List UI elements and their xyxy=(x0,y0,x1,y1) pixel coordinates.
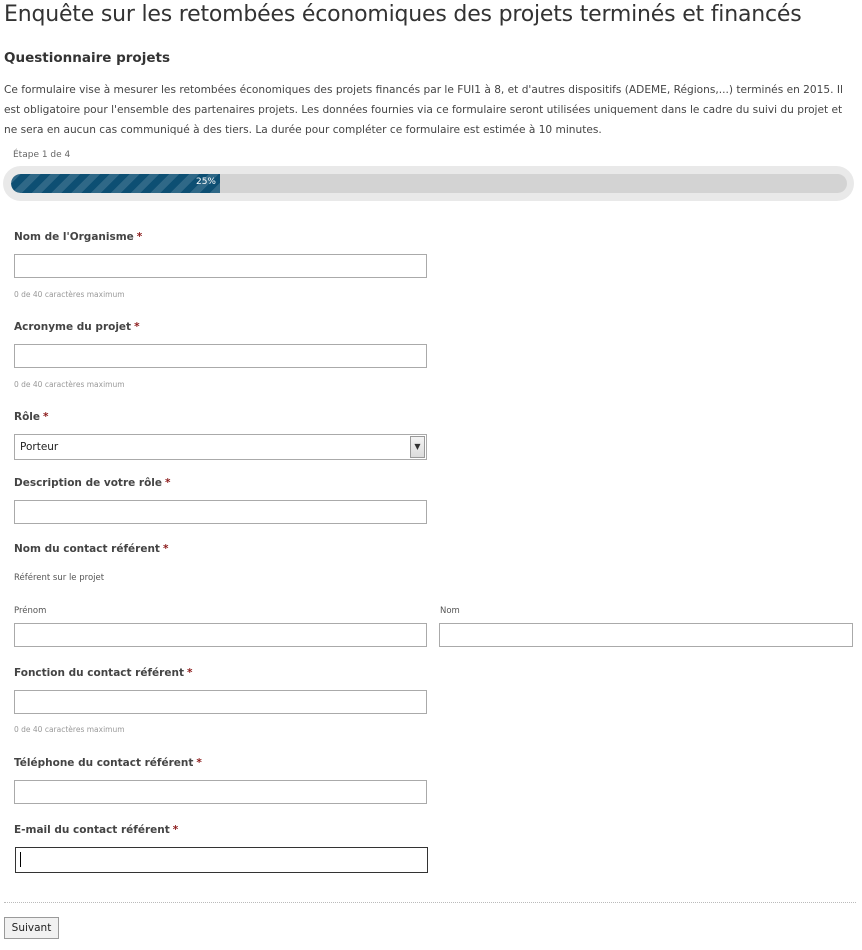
contact-name-label-text: Nom du contact référent xyxy=(14,543,160,555)
form-title: Questionnaire projets xyxy=(4,50,170,66)
form-divider xyxy=(4,902,856,903)
organisme-label-text: Nom de l'Organisme xyxy=(14,231,134,243)
acronyme-label-text: Acronyme du projet xyxy=(14,321,132,333)
progress-percent: 25% xyxy=(195,177,216,187)
role-label xyxy=(14,411,49,423)
progress-fill xyxy=(11,174,220,193)
email-label-text: E-mail du contact référent xyxy=(14,824,170,836)
firstname-label: Prénom xyxy=(14,606,47,616)
telephone-input[interactable] xyxy=(14,780,427,804)
acronyme-char-counter: 0 de 40 caractères maximum xyxy=(14,380,125,389)
required-marker: * xyxy=(136,231,143,243)
organisme-label xyxy=(14,231,142,243)
organisme-char-counter: 0 de 40 caractères maximum xyxy=(14,290,125,299)
organisme-input[interactable] xyxy=(14,254,427,278)
acronyme-label xyxy=(14,321,140,333)
role-select-value: Porteur xyxy=(20,441,59,453)
fonction-input[interactable] xyxy=(14,690,427,714)
contact-name-description: Référent sur le projet xyxy=(14,573,105,583)
description-role-label xyxy=(14,477,171,489)
required-marker: * xyxy=(186,667,193,679)
firstname-input[interactable] xyxy=(14,623,427,647)
telephone-label xyxy=(14,757,202,769)
role-select[interactable] xyxy=(14,434,427,460)
required-marker: * xyxy=(134,321,140,333)
description-role-label-text: Description de votre rôle xyxy=(14,477,163,489)
required-marker: * xyxy=(43,411,49,423)
acronyme-input[interactable] xyxy=(14,344,427,368)
email-input[interactable] xyxy=(15,847,428,873)
fonction-char-counter: 0 de 40 caractères maximum xyxy=(14,725,125,734)
form-intro: Ce formulaire vise à mesurer les retombées économiques des projets financés par le FUI1 à 8, et d'autres dispositifs (ADEME, Régions,...) terminés en 2015. Il est obligatoire pour l'ensemble des partenaires projets. Les données fournies via ce formulaire seront utilisées uniquement dans le cadre du suivi du projet et ne sera en aucun cas communiqué à des tiers. La durée pour compléter ce formulaire est estimée à 10 minutes. xyxy=(4,84,843,136)
email-label xyxy=(14,824,178,836)
contact-name-label xyxy=(14,543,168,555)
page-title: Enquête sur les retombées économiques des projets terminés et financés xyxy=(4,2,802,27)
role-label-text: Rôle xyxy=(14,411,41,423)
required-marker: * xyxy=(165,477,171,489)
required-marker: * xyxy=(172,824,179,836)
next-button[interactable]: Suivant xyxy=(4,917,59,939)
fonction-label-text: Fonction du contact référent xyxy=(14,667,184,679)
text-cursor xyxy=(20,852,21,867)
lastname-label: Nom xyxy=(440,606,460,616)
description-role-input[interactable] xyxy=(14,500,427,524)
required-marker: * xyxy=(162,543,169,555)
lastname-input[interactable] xyxy=(439,623,853,647)
required-marker: * xyxy=(196,757,202,769)
chevron-down-icon[interactable]: ▼ xyxy=(410,436,425,458)
fonction-label xyxy=(14,667,192,679)
telephone-label-text: Téléphone du contact référent xyxy=(14,757,194,769)
progress-track xyxy=(11,174,847,193)
step-indicator: Étape 1 de 4 xyxy=(13,150,71,160)
progress-bar xyxy=(3,166,854,201)
